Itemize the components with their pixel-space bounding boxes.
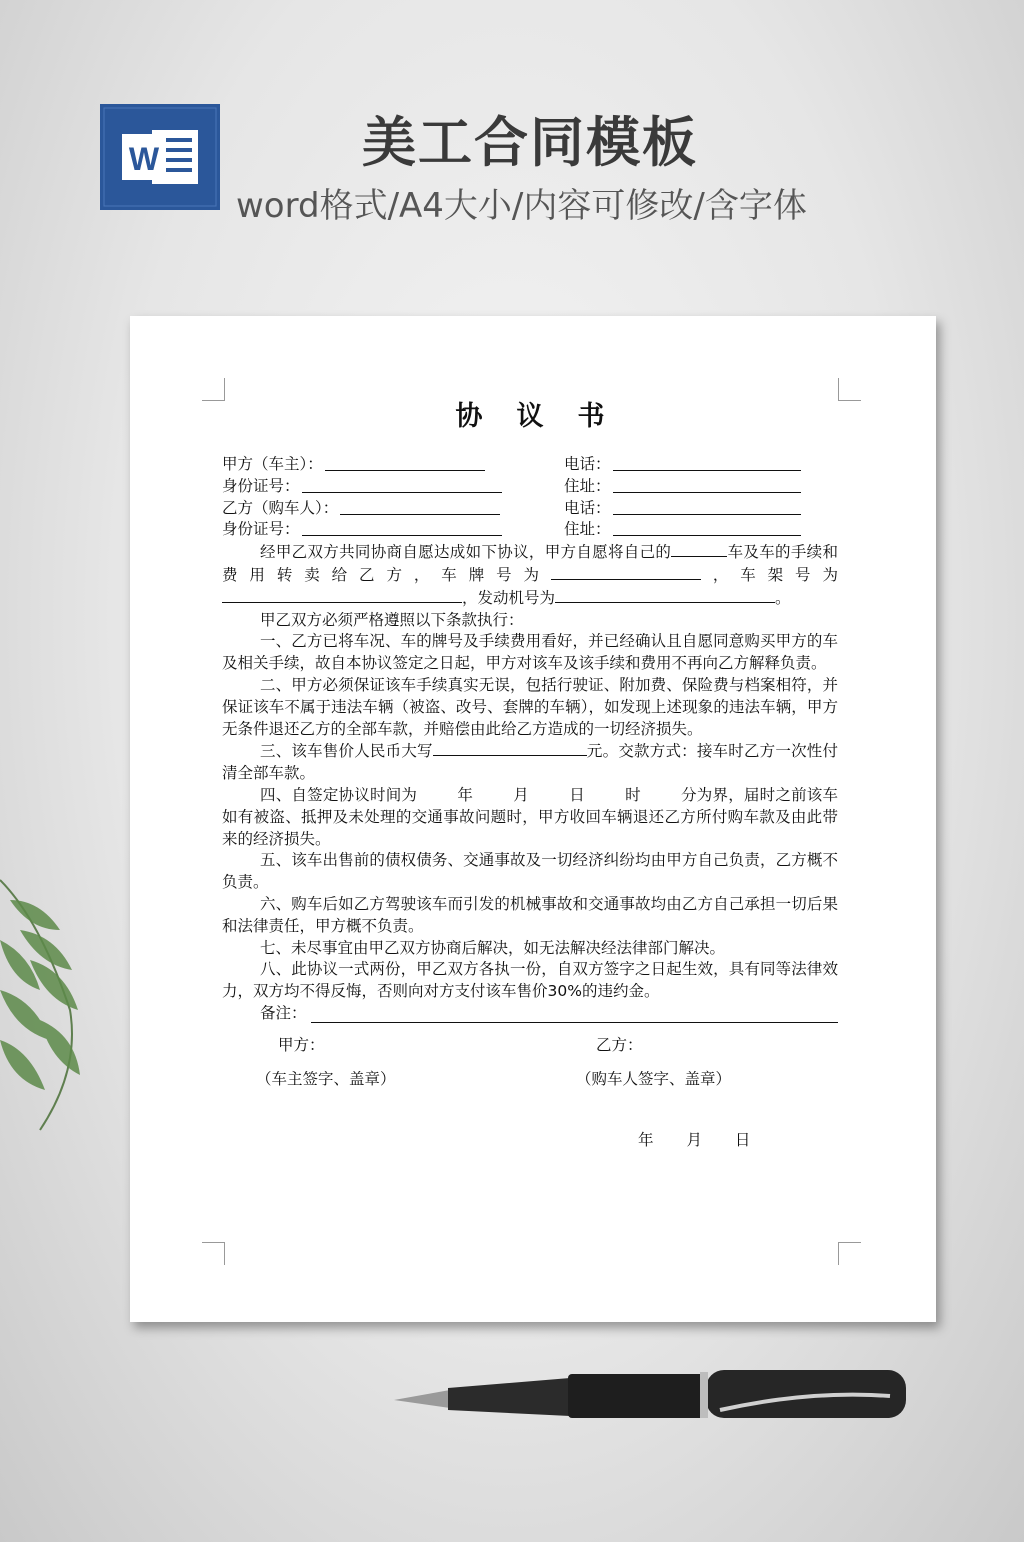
- field-label: 电话：: [564, 498, 611, 517]
- field-row: [222, 519, 838, 541]
- field-blank[interactable]: [302, 519, 502, 536]
- party-a-seal: （车主签字、盖章）: [256, 1069, 396, 1088]
- clause-3: 三、该车售价人民币大写 元。交款方式：接车时乙方一次性付清全部车款。: [222, 742, 838, 783]
- field-blank[interactable]: [613, 519, 801, 536]
- word-icon-letter: W: [128, 141, 160, 177]
- field-row: [222, 498, 838, 520]
- lead-paragraph: 甲乙双方必须严格遵照以下条款执行：: [260, 610, 524, 629]
- date-day: 日: [734, 1131, 751, 1150]
- banner-subtitle: word格式/A4大小/内容可修改/含字体: [236, 186, 807, 226]
- party-a-label: 甲方：: [278, 1035, 325, 1054]
- signature-row: [222, 1035, 838, 1057]
- clause-2: 二、甲方必须保证该车手续真实无误，包括行驶证、附加费、保险费与档案相符，并保证该车不属于违法车辆（被盗、改号、套牌的车辆），如发现上述现象的违法车辆，甲方无条件退还乙方的全部车款，并赔偿由此给乙方造成的一切经济损失。: [222, 675, 838, 738]
- field-label: 住址：: [564, 520, 611, 539]
- document-title: 协议书: [455, 401, 639, 432]
- plant-leaf-decoration: [0, 860, 90, 1140]
- signing-date: [222, 1130, 838, 1152]
- field-label: 甲方（车主）：: [222, 455, 323, 473]
- intro-paragraph: 经甲乙双方共同协商自愿达成如下协议，甲方自愿将自己的 车及车的手续和费用转卖给乙方，车牌号为 ，车架号为，发动机号为 。: [222, 543, 838, 607]
- date-year: 年: [638, 1131, 654, 1150]
- crop-mark-bottom-left: [202, 1242, 225, 1265]
- document-page: [130, 316, 936, 1322]
- clause-7: 七、未尽事宜由甲乙双方协商后解决，如无法解决经法律部门解决。: [260, 938, 726, 957]
- remark-label: 备注：: [260, 1003, 307, 1022]
- field-row: [222, 454, 838, 476]
- crop-mark-bottom-right: [838, 1242, 861, 1265]
- date-month: 月: [686, 1131, 702, 1150]
- document-body: [222, 400, 838, 1152]
- plate-blank[interactable]: [551, 564, 701, 580]
- seal-row: [222, 1069, 838, 1091]
- field-blank[interactable]: [613, 476, 801, 493]
- field-blank[interactable]: [340, 498, 500, 515]
- field-label: 住址：: [564, 476, 611, 495]
- party-b-seal: （购车人签字、盖章）: [576, 1069, 732, 1088]
- field-label: 身份证号：: [222, 476, 300, 495]
- clause-4: 四、自签定协议时间为 年 月 日 时 分为界，届时之前该车如有被盗、抵押及未处理的交通事故问题时，甲方收回车辆退还乙方所付购车款及由此带来的经济损失。: [222, 785, 838, 848]
- field-blank[interactable]: [613, 498, 801, 515]
- remark-row: [260, 1003, 838, 1025]
- field-label: 身份证号：: [222, 520, 300, 539]
- clause-5: 五、该车出售前的债权债务、交通事故及一切经济纠纷均由甲方自己负责，乙方概不负责。: [222, 851, 838, 892]
- crop-mark-top-left: [202, 378, 225, 401]
- vin-blank[interactable]: [222, 587, 462, 603]
- word-file-icon: [100, 104, 220, 210]
- engine-blank[interactable]: [555, 587, 775, 603]
- clause-8: 八、此协议一式两份，甲乙双方各执一份，自双方签字之日起生效，具有同等法律效力，双方均不得反悔，否则向对方支付该车售价30%的违约金。: [222, 960, 838, 1001]
- clause-1: 一、乙方已将车况、车的牌号及手续费用看好，并已经确认且自愿同意购买甲方的车及相关手续，故自本协议签定之日起，甲方对该车及该手续和费用不再向乙方解释负责。: [222, 632, 838, 673]
- price-blank[interactable]: [433, 740, 587, 756]
- field-blank[interactable]: [325, 454, 485, 471]
- banner-title: 美工合同模板: [362, 111, 698, 174]
- field-blank[interactable]: [302, 476, 502, 493]
- field-row: [222, 476, 838, 498]
- party-b-label: 乙方：: [596, 1035, 643, 1054]
- field-label: 电话：: [564, 455, 611, 473]
- car-blank[interactable]: [671, 541, 727, 557]
- crop-mark-top-right: [838, 378, 861, 401]
- field-blank[interactable]: [613, 454, 801, 471]
- fountain-pen-icon: [390, 1360, 920, 1430]
- clause-6: 六、购车后如乙方驾驶该车而引发的机械事故和交通事故均由乙方自己承担一切后果和法律责任，甲方概不负责。: [222, 894, 838, 935]
- field-label: 乙方（购车人）：: [222, 498, 339, 517]
- remark-blank[interactable]: [311, 1003, 838, 1023]
